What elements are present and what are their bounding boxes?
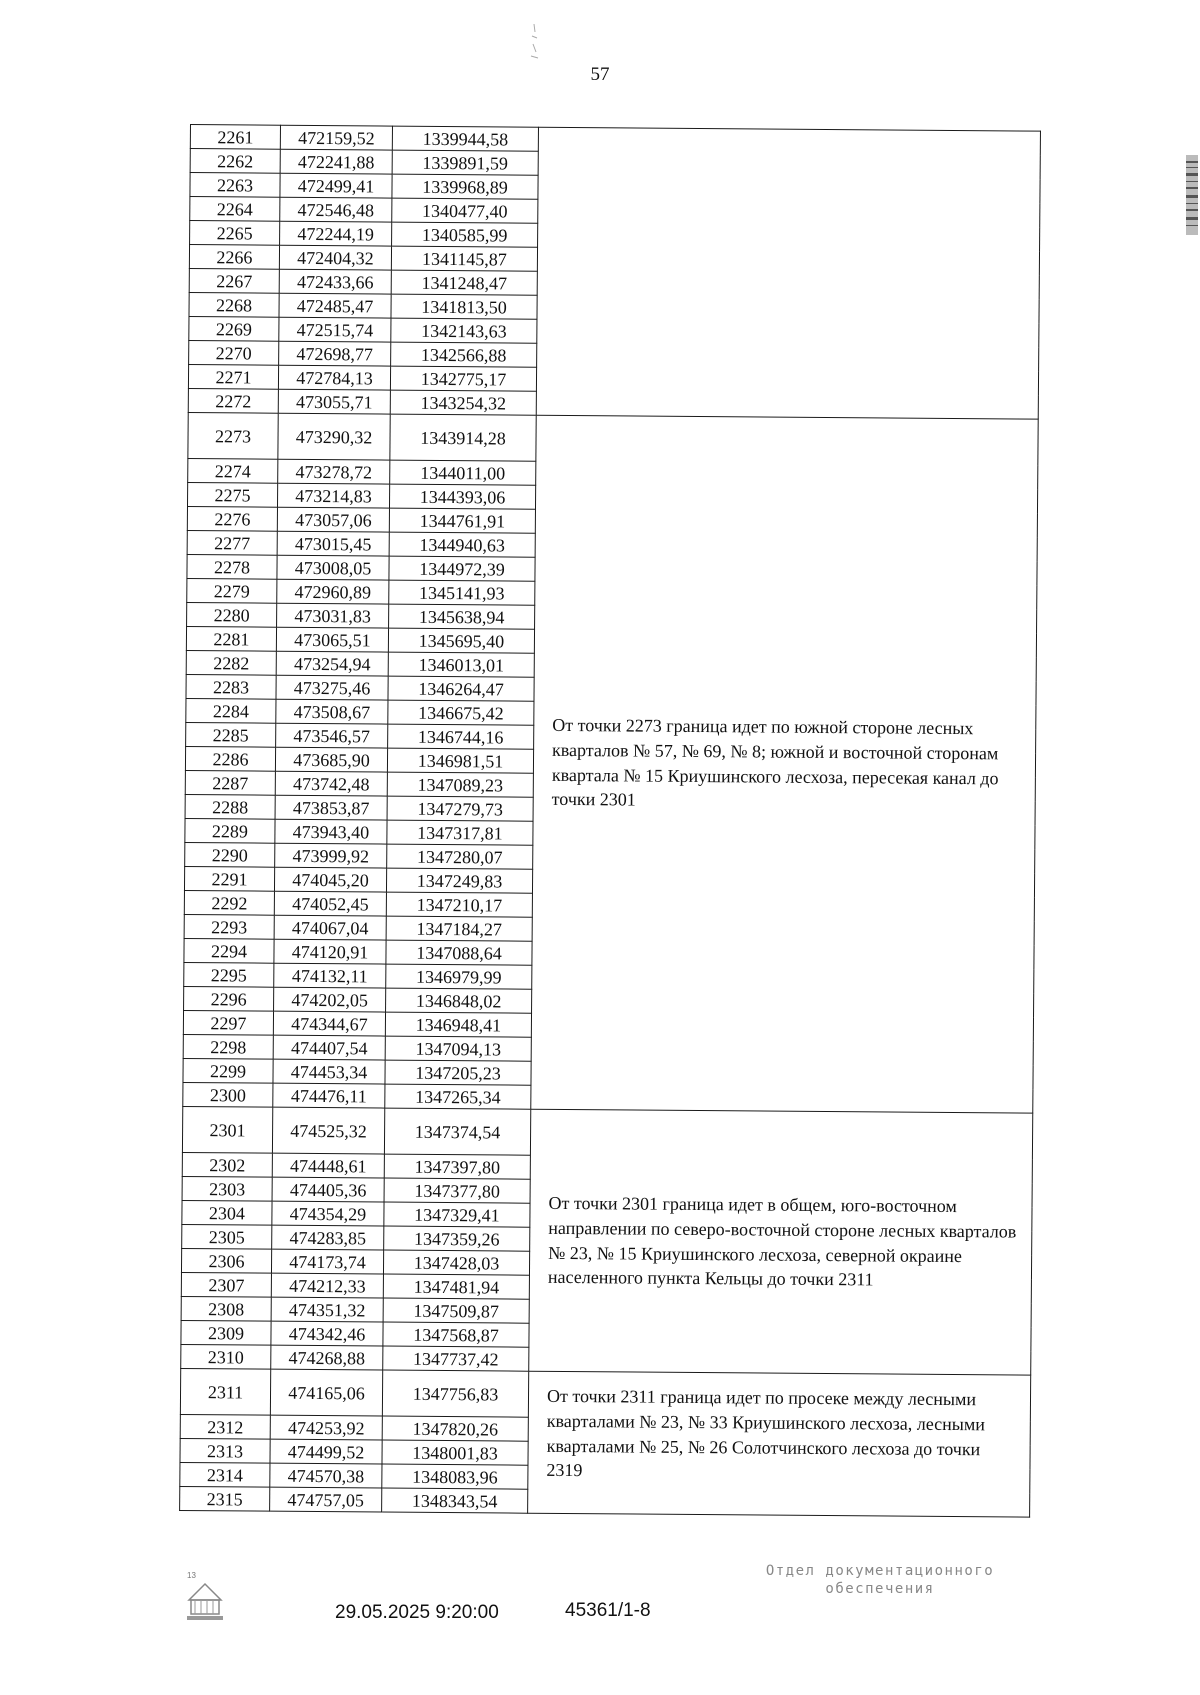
y-coordinate-cell: 1344393,06	[389, 484, 535, 509]
y-coordinate-cell: 1343914,28	[390, 414, 536, 461]
y-coordinate-cell: 1348001,83	[382, 1440, 528, 1465]
y-coordinate-cell: 1342775,17	[390, 366, 536, 391]
x-coordinate-cell: 474268,88	[271, 1345, 383, 1370]
point-number-cell: 2304	[182, 1200, 272, 1225]
x-coordinate-cell: 472698,77	[279, 341, 391, 366]
y-coordinate-cell: 1341248,47	[391, 270, 537, 295]
y-coordinate-cell: 1342566,88	[391, 342, 537, 367]
y-coordinate-cell: 1346013,01	[388, 652, 534, 677]
y-coordinate-cell: 1343254,32	[390, 390, 536, 415]
y-coordinate-cell: 1347329,41	[384, 1202, 530, 1227]
x-coordinate-cell: 473278,72	[278, 459, 390, 484]
point-number-cell: 2278	[187, 554, 277, 579]
x-coordinate-cell: 472404,32	[279, 245, 391, 270]
y-coordinate-cell: 1347088,64	[386, 940, 532, 965]
point-number-cell: 2315	[180, 1486, 270, 1511]
y-coordinate-cell: 1347397,80	[384, 1154, 530, 1179]
point-number-cell: 2272	[188, 388, 278, 413]
y-coordinate-cell: 1344972,39	[389, 556, 535, 581]
x-coordinate-cell: 474202,05	[274, 987, 386, 1012]
footer-date: 29.05.2025 9:20:00	[335, 1602, 499, 1623]
y-coordinate-cell: 1339891,59	[392, 150, 538, 175]
footer-department-stamp: Отдел документационного обеспечения	[765, 1563, 995, 1598]
x-coordinate-cell: 473685,90	[275, 747, 387, 772]
point-number-cell: 2307	[181, 1272, 271, 1297]
x-coordinate-cell: 473031,83	[277, 603, 389, 628]
x-coordinate-cell: 474342,46	[271, 1321, 383, 1346]
x-coordinate-cell: 472784,13	[278, 365, 390, 390]
coordinates-table	[179, 124, 1041, 1518]
archive-logo-icon	[183, 1570, 227, 1624]
x-coordinate-cell: 474173,74	[271, 1249, 383, 1274]
x-coordinate-cell: 474407,54	[273, 1035, 385, 1060]
y-coordinate-cell: 1339968,89	[392, 174, 538, 199]
y-coordinate-cell: 1346264,47	[388, 676, 534, 701]
point-number-cell: 2293	[184, 914, 274, 939]
page-number: 57	[590, 64, 610, 85]
x-coordinate-cell: 474067,04	[274, 915, 386, 940]
table-row	[188, 412, 1038, 465]
x-coordinate-cell: 474045,20	[274, 867, 386, 892]
y-coordinate-cell: 1341145,87	[391, 246, 537, 271]
boundary-description-2311: От точки 2311 граница идет по просеке между лесными кварталами № 23, № 33 Криушинского лесхоза, лесными кварталами № 25, № 26 Солотчинского лесхоза до точки 2319	[528, 1371, 1031, 1517]
y-coordinate-cell: 1348343,54	[382, 1488, 528, 1513]
point-number-cell: 2266	[189, 245, 279, 270]
y-coordinate-cell: 1346948,41	[385, 1012, 531, 1037]
point-number-cell: 2265	[190, 221, 280, 246]
point-number-cell: 2313	[180, 1438, 270, 1463]
point-number-cell: 2288	[185, 794, 275, 819]
y-coordinate-cell: 1341813,50	[391, 294, 537, 319]
point-number-cell: 2294	[184, 938, 274, 963]
y-coordinate-cell: 1346848,02	[386, 988, 532, 1013]
y-coordinate-cell: 1347317,81	[387, 820, 533, 845]
x-coordinate-cell: 472546,48	[280, 197, 392, 222]
point-number-cell: 2314	[180, 1462, 270, 1487]
point-number-cell: 2262	[190, 149, 280, 174]
y-coordinate-cell: 1347377,80	[384, 1178, 530, 1203]
x-coordinate-cell: 472244,19	[280, 221, 392, 246]
point-number-cell: 2309	[181, 1320, 271, 1345]
y-coordinate-cell: 1347279,73	[387, 796, 533, 821]
point-number-cell: 2286	[185, 746, 275, 771]
x-coordinate-cell: 474757,05	[270, 1487, 382, 1512]
x-coordinate-cell: 474253,92	[270, 1415, 382, 1440]
x-coordinate-cell: 472499,41	[280, 173, 392, 198]
x-coordinate-cell: 474354,29	[272, 1201, 384, 1226]
y-coordinate-cell: 1346744,16	[388, 724, 534, 749]
x-coordinate-cell: 474405,36	[272, 1177, 384, 1202]
x-coordinate-cell: 474120,91	[274, 939, 386, 964]
y-coordinate-cell: 1340477,40	[392, 198, 538, 223]
point-number-cell: 2305	[182, 1224, 272, 1249]
point-number-cell: 2267	[189, 268, 279, 293]
x-coordinate-cell: 473214,83	[277, 483, 389, 508]
x-coordinate-cell: 472485,47	[279, 293, 391, 318]
y-coordinate-cell: 1347184,27	[386, 916, 532, 941]
y-coordinate-cell: 1347481,94	[383, 1274, 529, 1299]
x-coordinate-cell: 474476,11	[273, 1083, 385, 1108]
point-number-cell: 2302	[182, 1152, 272, 1177]
point-number-cell: 2287	[185, 770, 275, 795]
point-number-cell: 2296	[184, 986, 274, 1011]
point-number-cell: 2295	[184, 962, 274, 987]
x-coordinate-cell: 472159,52	[280, 125, 392, 150]
x-coordinate-cell: 473853,87	[275, 795, 387, 820]
x-coordinate-cell: 473015,45	[277, 531, 389, 556]
y-coordinate-cell: 1347359,26	[384, 1226, 530, 1251]
x-coordinate-cell: 474344,67	[273, 1011, 385, 1036]
y-coordinate-cell: 1346675,42	[388, 700, 534, 725]
point-number-cell: 2275	[187, 482, 277, 507]
y-coordinate-cell: 1344011,00	[390, 460, 536, 485]
y-coordinate-cell: 1347280,07	[387, 844, 533, 869]
svg-text:13: 13	[187, 1571, 196, 1580]
y-coordinate-cell: 1339944,58	[392, 126, 538, 151]
x-coordinate-cell: 474453,34	[273, 1059, 385, 1084]
point-number-cell: 2306	[181, 1248, 271, 1273]
x-coordinate-cell: 474283,85	[272, 1225, 384, 1250]
y-coordinate-cell: 1347509,87	[383, 1298, 529, 1323]
x-coordinate-cell: 474351,32	[271, 1297, 383, 1322]
point-number-cell: 2269	[189, 316, 279, 341]
point-number-cell: 2273	[188, 412, 278, 459]
y-coordinate-cell: 1347210,17	[386, 892, 532, 917]
scan-barcode-artifact	[1184, 155, 1200, 235]
x-coordinate-cell: 474570,38	[270, 1463, 382, 1488]
x-coordinate-cell: 473742,48	[275, 771, 387, 796]
point-number-cell: 2279	[187, 578, 277, 603]
x-coordinate-cell: 474448,61	[272, 1153, 384, 1178]
y-coordinate-cell: 1347205,23	[385, 1060, 531, 1085]
y-coordinate-cell: 1344761,91	[389, 508, 535, 533]
x-coordinate-cell: 473290,32	[278, 413, 390, 460]
y-coordinate-cell: 1345695,40	[388, 628, 534, 653]
y-coordinate-cell: 1347756,83	[382, 1370, 528, 1417]
point-number-cell: 2280	[187, 602, 277, 627]
x-coordinate-cell: 474499,52	[270, 1439, 382, 1464]
y-coordinate-cell: 1347265,34	[385, 1084, 531, 1109]
point-number-cell: 2303	[182, 1176, 272, 1201]
footer-document-number: 45361/1-8	[565, 1600, 651, 1621]
x-coordinate-cell: 473999,92	[275, 843, 387, 868]
y-coordinate-cell: 1346979,99	[386, 964, 532, 989]
y-coordinate-cell: 1346981,51	[387, 748, 533, 773]
y-coordinate-cell: 1347249,83	[386, 868, 532, 893]
x-coordinate-cell: 474165,06	[270, 1369, 382, 1416]
x-coordinate-cell: 474525,32	[272, 1107, 384, 1154]
point-number-cell: 2284	[186, 698, 276, 723]
x-coordinate-cell: 473254,94	[276, 651, 388, 676]
y-coordinate-cell: 1347820,26	[382, 1416, 528, 1441]
point-number-cell: 2271	[188, 364, 278, 389]
x-coordinate-cell: 473055,71	[278, 389, 390, 414]
x-coordinate-cell: 472241,88	[280, 149, 392, 174]
point-number-cell: 2285	[186, 722, 276, 747]
table-row	[180, 1368, 1030, 1421]
point-number-cell: 2297	[183, 1010, 273, 1035]
boundary-description-empty	[536, 127, 1040, 419]
point-number-cell: 2264	[190, 197, 280, 222]
x-coordinate-cell: 473943,40	[275, 819, 387, 844]
point-number-cell: 2281	[186, 626, 276, 651]
point-number-cell: 2289	[185, 818, 275, 843]
x-coordinate-cell: 473065,51	[276, 627, 388, 652]
boundary-description-2301: От точки 2301 граница идет в общем, юго-восточном направлении по северо-восточной стороне лесных кварталов № 23, № 15 Криушинского лесхоза, северной окраине населенного пункта Кельцы до точки 2311	[529, 1109, 1033, 1375]
point-number-cell: 2282	[186, 650, 276, 675]
y-coordinate-cell: 1347737,42	[383, 1346, 529, 1371]
y-coordinate-cell: 1345638,94	[389, 604, 535, 629]
y-coordinate-cell: 1348083,96	[382, 1464, 528, 1489]
y-coordinate-cell: 1347094,13	[385, 1036, 531, 1061]
boundary-description-2273: От точки 2273 граница идет по южной стороне лесных кварталов № 57, № 69, № 8; южной и восточной сторонам квартала № 15 Криушинского лесхоза, пересекая канал до точки 2301	[531, 415, 1038, 1113]
point-number-cell: 2276	[187, 506, 277, 531]
scan-artifact-mark	[528, 22, 542, 62]
x-coordinate-cell: 473008,05	[277, 555, 389, 580]
point-number-cell: 2268	[189, 292, 279, 317]
y-coordinate-cell: 1345141,93	[389, 580, 535, 605]
x-coordinate-cell: 474132,11	[274, 963, 386, 988]
point-number-cell: 2261	[190, 125, 280, 150]
point-number-cell: 2292	[184, 890, 274, 915]
point-number-cell: 2270	[189, 340, 279, 365]
point-number-cell: 2300	[183, 1082, 273, 1107]
point-number-cell: 2298	[183, 1034, 273, 1059]
y-coordinate-cell: 1342143,63	[391, 318, 537, 343]
y-coordinate-cell: 1347428,03	[383, 1250, 529, 1275]
y-coordinate-cell: 1340585,99	[392, 222, 538, 247]
x-coordinate-cell: 474052,45	[274, 891, 386, 916]
point-number-cell: 2290	[185, 842, 275, 867]
x-coordinate-cell: 473275,46	[276, 675, 388, 700]
y-coordinate-cell: 1344940,63	[389, 532, 535, 557]
y-coordinate-cell: 1347374,54	[384, 1108, 530, 1155]
point-number-cell: 2312	[180, 1414, 270, 1439]
coordinates-table-body	[180, 125, 1041, 1518]
x-coordinate-cell: 473057,06	[277, 507, 389, 532]
point-number-cell: 2283	[186, 674, 276, 699]
x-coordinate-cell: 472515,74	[279, 317, 391, 342]
point-number-cell: 2274	[188, 458, 278, 483]
x-coordinate-cell: 473546,57	[276, 723, 388, 748]
point-number-cell: 2277	[187, 530, 277, 555]
y-coordinate-cell: 1347089,23	[387, 772, 533, 797]
point-number-cell: 2291	[184, 866, 274, 891]
y-coordinate-cell: 1347568,87	[383, 1322, 529, 1347]
point-number-cell: 2310	[181, 1344, 271, 1369]
point-number-cell: 2263	[190, 173, 280, 198]
point-number-cell: 2299	[183, 1058, 273, 1083]
x-coordinate-cell: 473508,67	[276, 699, 388, 724]
point-number-cell: 2308	[181, 1296, 271, 1321]
x-coordinate-cell: 472960,89	[277, 579, 389, 604]
table-row	[182, 1106, 1032, 1159]
x-coordinate-cell: 472433,66	[279, 269, 391, 294]
point-number-cell: 2311	[180, 1368, 270, 1415]
point-number-cell: 2301	[182, 1106, 272, 1153]
x-coordinate-cell: 474212,33	[271, 1273, 383, 1298]
